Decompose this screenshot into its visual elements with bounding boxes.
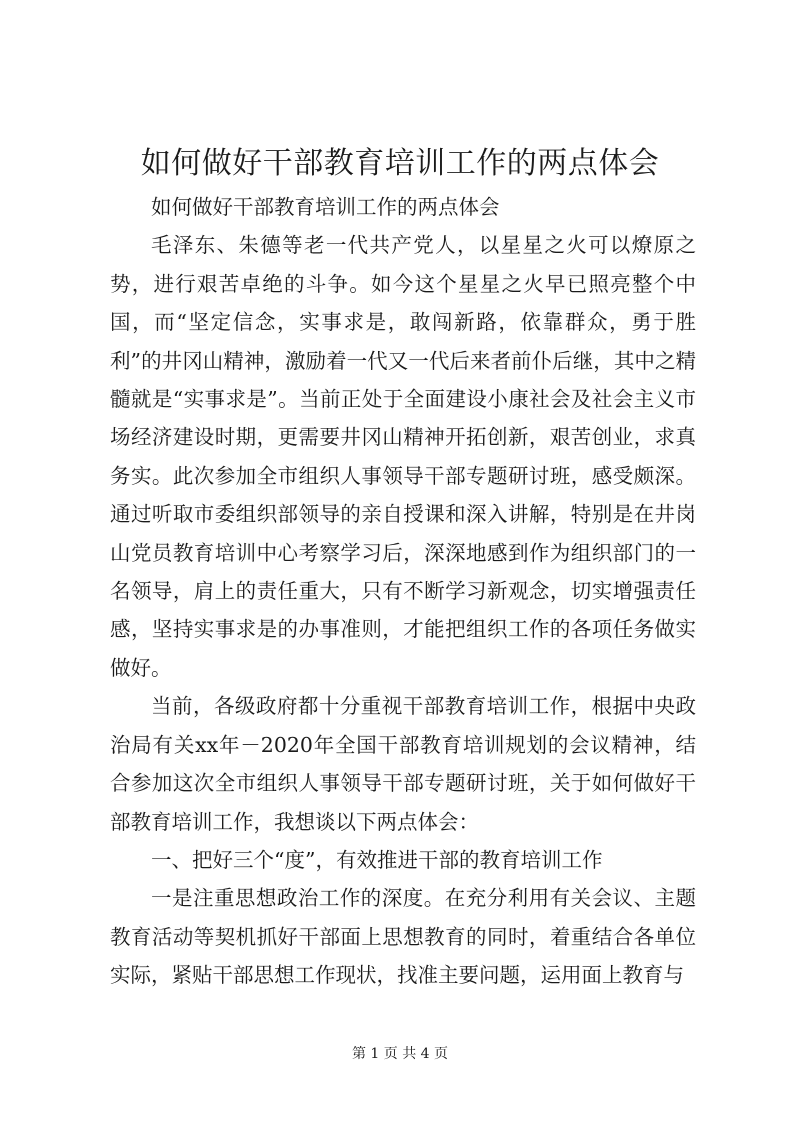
document-title: 如何做好干部教育培训工作的两点体会: [140, 146, 660, 181]
paragraph-point-one: 一是注重思想政治工作的深度。在充分利用有关会议、主题教育活动等契机抓好干部面上思想教育的同时，着重结合各单位实际，紧贴干部思想工作现状，找准主要问题，运用面上教育与: [110, 886, 696, 988]
page-footer: 第 1 页 共 4 页: [351, 1046, 449, 1062]
paragraph-intro: 毛泽东、朱德等老一代共产党人，以星星之火可以燎原之势，进行艰苦卓绝的斗争。如今这个星星之火早已照亮整个中国，而“坚定信念，实事求是，敢闯新路，依靠群众，勇于胜利”的井冈山精神，激励着一代又一代后来者前仆后继，其中之精髓就是“实事求是”。当前正处于全面建设小康社会及社会主义市场经济建设时期，更需要井冈山精神开拓创新，艰苦创业，求真务实。此次参加全市组织人事领导干部专题研讨班，感受颇深。通过听取市委组织部领导的亲自授课和深入讲解，特别是在井岗山党员教育培训中心考察学习后，深深地感到作为组织部门的一名领导，肩上的责任重大，只有不断学习新观念，切实增强责任感，坚持实事求是的办事准则，才能把组织工作的各项任务做实做好。: [110, 233, 696, 680]
paragraph-subtitle: 如何做好干部教育培训工作的两点体会: [151, 195, 500, 219]
document-body: [110, 188, 696, 995]
paragraph-context: 当前，各级政府都十分重视干部教育培训工作，根据中央政治局有关xx年－2020年全国干部教育培训规划的会议精神，结合参加这次全市组织人事领导干部专题研讨班，关于如何做好干部教育培训工作，我想谈以下两点体会：: [110, 694, 696, 834]
section-heading: 一、把好三个“度”，有效推进干部的教育培训工作: [151, 847, 603, 872]
